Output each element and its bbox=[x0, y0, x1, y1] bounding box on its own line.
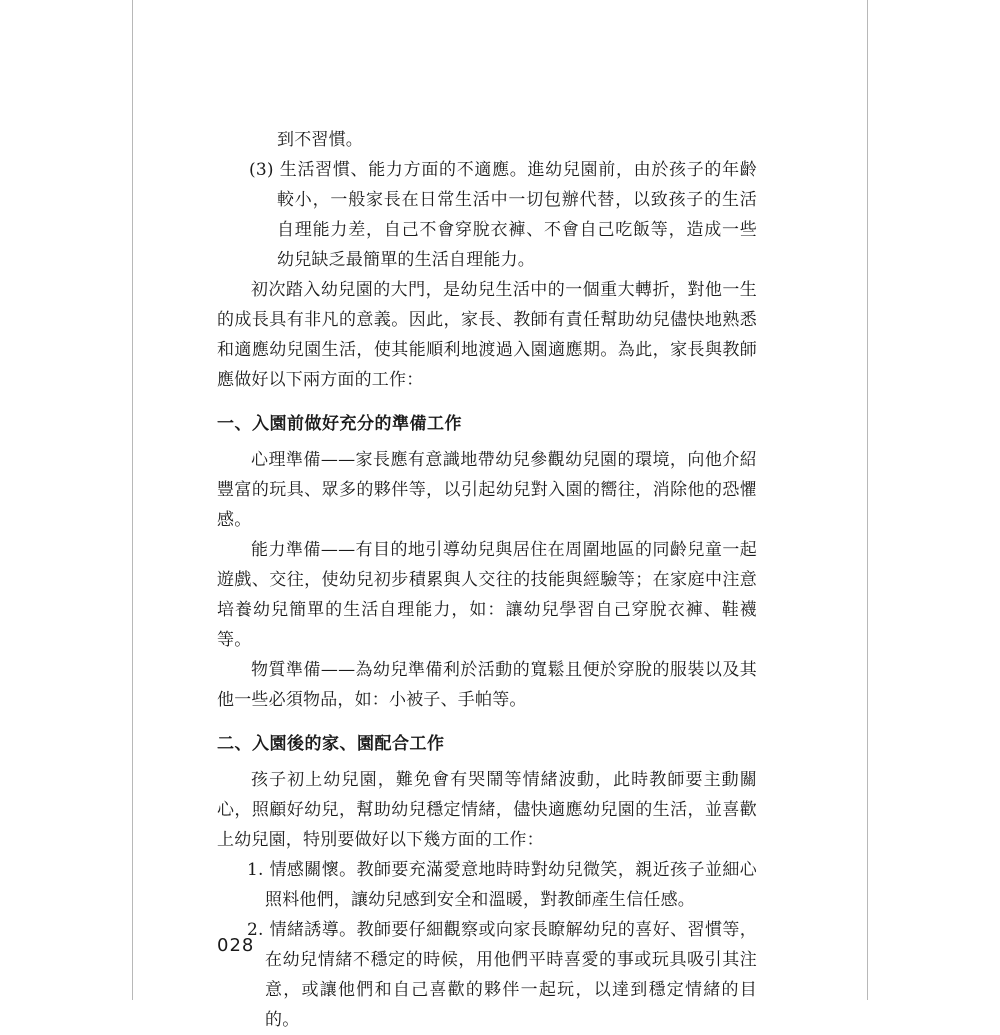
paragraph-intro: 初次踏入幼兒園的大門，是幼兒生活中的一個重大轉折，對他一生的成長具有非凡的意義。因此，家長、教師有責任幫助幼兒儘快地熟悉和適應幼兒園生活，使其能順利地渡過入園適應期。為此，家長與教師應做好以下兩方面的工作： bbox=[217, 280, 757, 390]
paragraph-ability-prep: 能力準備——有目的地引導幼兒與居住在周圍地區的同齡兒童一起遊戲、交往，使幼兒初步積累與人交往的技能與經驗等；在家庭中注意培養幼兒簡單的生活自理能力，如：讓幼兒學習自己穿脫衣褲、鞋襪等。 bbox=[217, 540, 757, 650]
paragraph-after-enrollment: 孩子初上幼兒園，難免會有哭鬧等情緒波動，此時教師要主動關心，照顧好幼兒，幫助幼兒穩定情緒，儘快適應幼兒園的生活，並喜歡上幼兒園，特別要做好以下幾方面的工作： bbox=[217, 770, 757, 850]
page-number: 028 bbox=[217, 935, 255, 956]
list-item-2: 2. 情緒誘導。教師要仔細觀察或向家長瞭解幼兒的喜好、習慣等，在幼兒情緒不穩定的時候，用他們平時喜愛的事或玩具吸引其注意，或讓他們和自己喜歡的夥伴一起玩，以達到穩定情緒的目的。 bbox=[247, 920, 757, 1030]
paragraph-continuation: 到不習慣。 bbox=[277, 130, 363, 150]
paragraph-psychological-prep: 心理準備——家長應有意識地帶幼兒參觀幼兒園的環境，向他介紹豐富的玩具、眾多的夥伴等，以引起幼兒對入園的嚮往，消除他的恐懼感。 bbox=[217, 450, 757, 530]
page-body bbox=[217, 125, 757, 1035]
paragraph-material-prep: 物質準備——為幼兒準備利於活動的寬鬆且便於穿脫的服裝以及其他一些必須物品，如：小被子、手帕等。 bbox=[217, 660, 757, 710]
section-heading-1: 一、入園前做好充分的準備工作 bbox=[217, 414, 462, 434]
section-heading-2: 二、入園後的家、園配合工作 bbox=[217, 734, 445, 754]
list-item-1: 1. 情感關懷。教師要充滿愛意地時時對幼兒微笑，親近孩子並細心照料他們，讓幼兒感到安全和溫暖，對教師產生信任感。 bbox=[247, 860, 757, 910]
book-page bbox=[132, 0, 868, 1030]
list-item-3: (3) 生活習慣、能力方面的不適應。進幼兒園前，由於孩子的年齡較小，一般家長在日常生活中一切包辦代替，以致孩子的生活自理能力差，自己不會穿脫衣褲、不會自己吃飯等，造成一些幼兒缺乏最簡單的生活自理能力。 bbox=[249, 160, 757, 270]
